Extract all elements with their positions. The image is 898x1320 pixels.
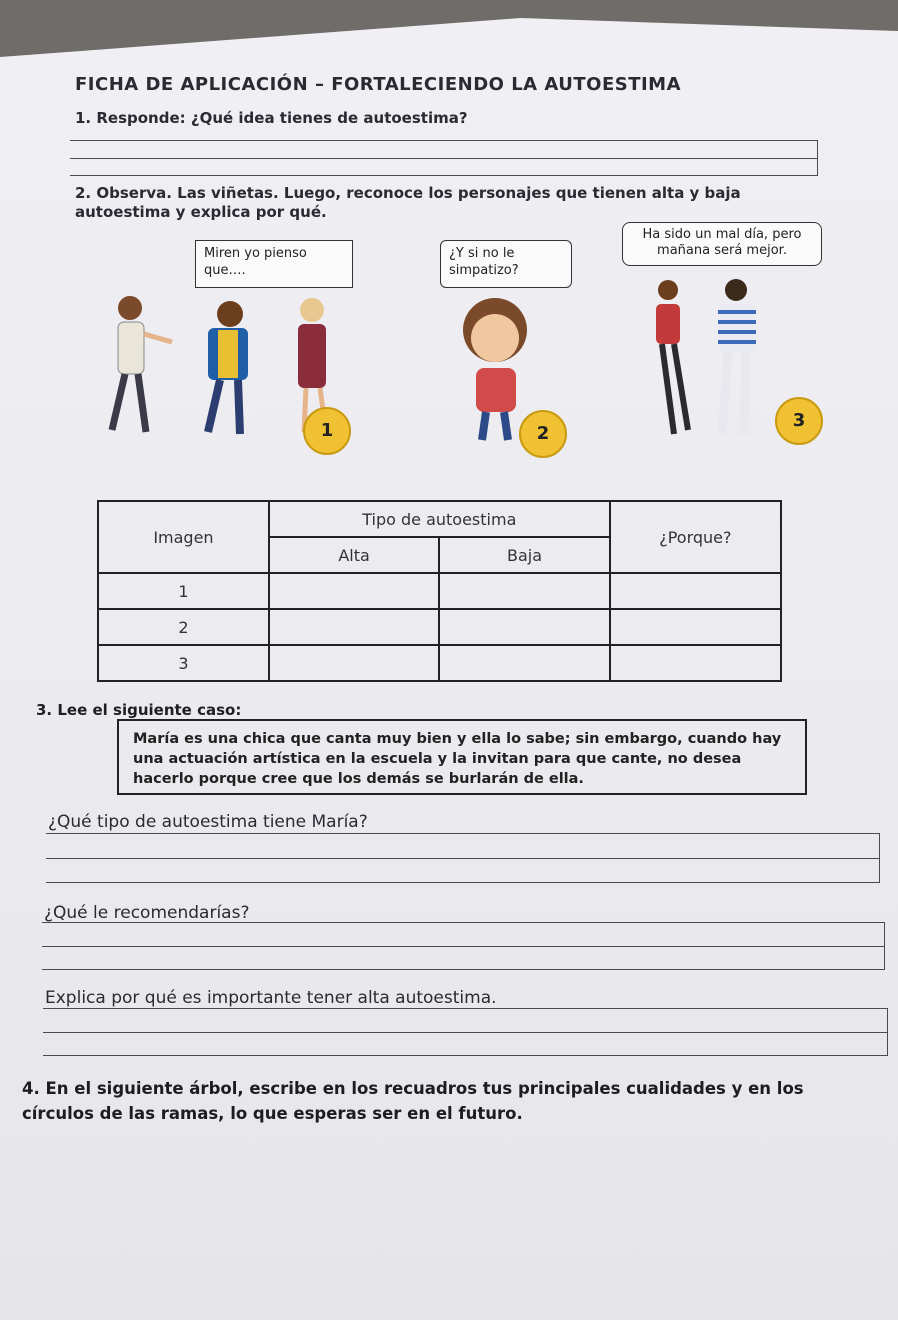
header-alta: Alta <box>269 537 439 573</box>
row-label: 1 <box>98 573 269 609</box>
cell-baja[interactable] <box>439 609 609 645</box>
row-label: 2 <box>98 609 269 645</box>
question-4: 4. En el siguiente árbol, escribe en los recuadros tus principales cualidades y en los círculos de las ramas, lo que esperas ser en el futuro. <box>22 1079 804 1123</box>
character-boy-1 <box>208 301 248 434</box>
case-box <box>117 719 807 795</box>
header-porque: ¿Porque? <box>610 501 781 573</box>
speech-bubble-2-text: ¿Y si no le simpatizo? <box>449 246 519 278</box>
character-girl-3 <box>656 280 688 434</box>
answer-box-3b[interactable] <box>42 922 885 970</box>
question-2: 2. Observa. Las viñetas. Luego, reconoce los personajes que tienen alta y baja autoestima y explica por qué. <box>75 184 741 221</box>
cell-baja[interactable] <box>439 645 609 681</box>
cell-porque[interactable] <box>610 645 781 681</box>
marker-3: 3 <box>775 397 823 445</box>
header-tipo: Tipo de autoestima <box>269 501 610 537</box>
answer-box-1[interactable] <box>70 140 818 176</box>
character-boy-2 <box>463 298 527 440</box>
autoestima-table <box>97 500 782 682</box>
marker-1: 1 <box>303 407 351 455</box>
header-imagen: Imagen <box>98 501 269 573</box>
cell-porque[interactable] <box>610 573 781 609</box>
answer-box-3c[interactable] <box>43 1008 888 1056</box>
character-boy-3 <box>718 279 756 434</box>
cell-alta[interactable] <box>269 573 439 609</box>
question-3c: Explica por qué es importante tener alta autoestima. <box>45 988 497 1008</box>
answer-box-3a[interactable] <box>46 833 880 883</box>
row-label: 3 <box>98 645 269 681</box>
case-text: María es una chica que canta muy bien y ella lo sabe; sin embargo, cuando hay una actuación artística en la escuela y la invitan para que cante, no desea hacerlo porque cree que los demás se burlarán de ella. <box>133 731 782 787</box>
marker-2: 2 <box>519 410 567 458</box>
question-1: 1. Responde: ¿Qué idea tienes de autoestima? <box>75 109 468 127</box>
question-3a: ¿Qué tipo de autoestima tiene María? <box>48 812 368 832</box>
speech-bubble-3 <box>622 222 822 266</box>
cell-baja[interactable] <box>439 573 609 609</box>
speech-bubble-3-text: Ha sido un mal día, pero mañana será mejor. <box>642 227 802 258</box>
cell-porque[interactable] <box>610 609 781 645</box>
characters-illustration <box>90 270 830 470</box>
question-3b: ¿Qué le recomendarías? <box>44 903 250 923</box>
speech-bubble-1-text: Miren yo pienso que…. <box>204 246 307 278</box>
character-girl-1 <box>112 296 172 432</box>
cell-alta[interactable] <box>269 609 439 645</box>
cell-alta[interactable] <box>269 645 439 681</box>
question-3: 3. Lee el siguiente caso: <box>36 701 242 719</box>
header-baja: Baja <box>439 537 609 573</box>
page-title: FICHA DE APLICACIÓN – FORTALECIENDO LA AUTOESTIMA <box>75 74 682 95</box>
